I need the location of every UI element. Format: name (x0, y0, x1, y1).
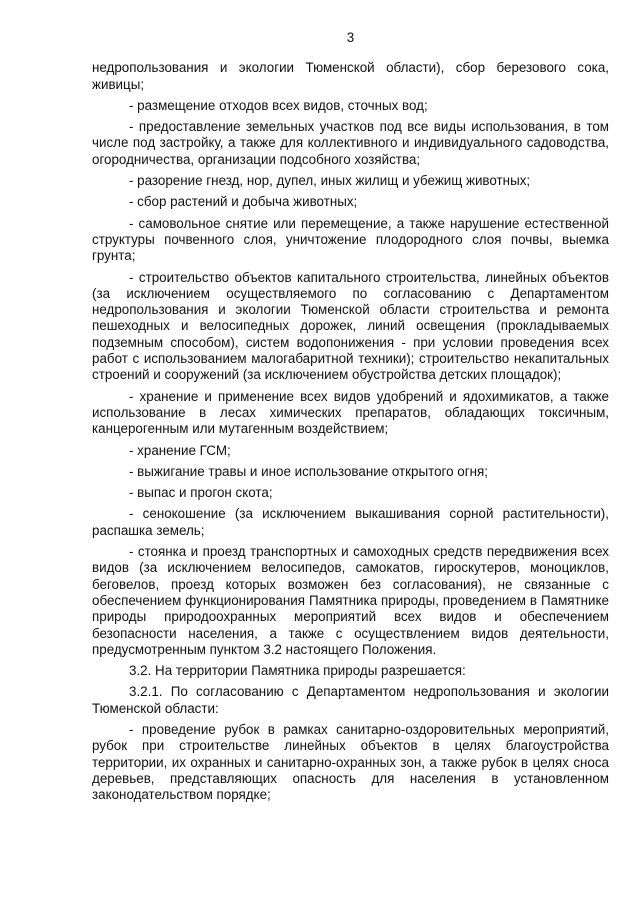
section-3-2-heading: 3.2. На территории Памятника природы разрешается: (129, 663, 466, 679)
paragraph-continuation: недропользования и экологии Тюменской области), сбор березового сока, живицы; (92, 60, 609, 92)
list-item-cattle: - выпас и прогон скота; (129, 485, 273, 501)
list-item-plants-animals: - сбор растений и добыча животных; (129, 194, 358, 210)
list-item-fuel: - хранение ГСМ; (129, 442, 231, 458)
list-item-construction: - строительство объектов капитального строительства, линейных объектов (за исключением осуществляемого по согласованию с Департаментом недропользования и экологии Тюменской области строительства и ремонта пешеходных и велосипедных дорожек, линий освещения (прокладываемых подземным способом), систем водопонижения - при условии проведения всех работ с использованием малогабаритной техники); строительство некапитальных строений и сооружений (за исключением обустройства детских площадок); (92, 269, 609, 383)
document-page (92, 30, 609, 808)
list-item-fertilizers: - хранение и применение всех видов удобрений и ядохимикатов, а также использование в лесах химических препаратов, обладающих токсичным, канцерогенным или мутагенным воздействием; (92, 388, 609, 437)
section-3-2-1: 3.2.1. По согласованию с Департаментом недропользования и экологии Тюменской области: (92, 684, 609, 716)
list-item-haymaking: - сенокошение (за исключением выкашивания сорной растительности), распашка земель; (92, 506, 609, 538)
list-item-nests: - разорение гнезд, нор, дупел, иных жилищ и убежищ животных; (129, 173, 531, 189)
page-number: 3 (346, 30, 355, 45)
list-item-land-plots: - предоставление земельных участков под все виды использования, в том числе под застройку, а также для коллективного и индивидуального садоводства, огородничества, организации подсобного хозяйства; (92, 119, 609, 167)
list-item-soil: - самовольное снятие или перемещение, а также нарушение естественной структуры почвенного слоя, уничтожение плодородного слоя почвы, выемка грунта; (92, 215, 609, 264)
list-item-waste: - размещение отходов всех видов, сточных вод; (129, 97, 428, 113)
list-item-logging: - проведение рубок в рамках санитарно-оздоровительных мероприятий, рубок при строительстве линейных объектов в целях благоустройства территории, их охранных и санитарно-охранных зон, а также рубок в целях сноса деревьев, представляющих опасность для населения в установленном законодательством порядке; (92, 721, 609, 803)
list-item-fire: - выжигание травы и иное использование открытого огня; (129, 463, 488, 479)
list-item-vehicles: - стоянка и проезд транспортных и самоходных средств передвижения всех видов (за исключением велосипедов, самокатов, гироскутеров, моноциклов, беговелов, проезд которых возможен без согласования), не связанные с обеспечением функционирования Памятника природы, проведением в Памятнике природы природоохранных мероприятий всех видов и обеспечением безопасности населения, а также с осуществлением видов деятельности, предусмотренным пунктом 3.2 настоящего Положения. (92, 544, 609, 657)
